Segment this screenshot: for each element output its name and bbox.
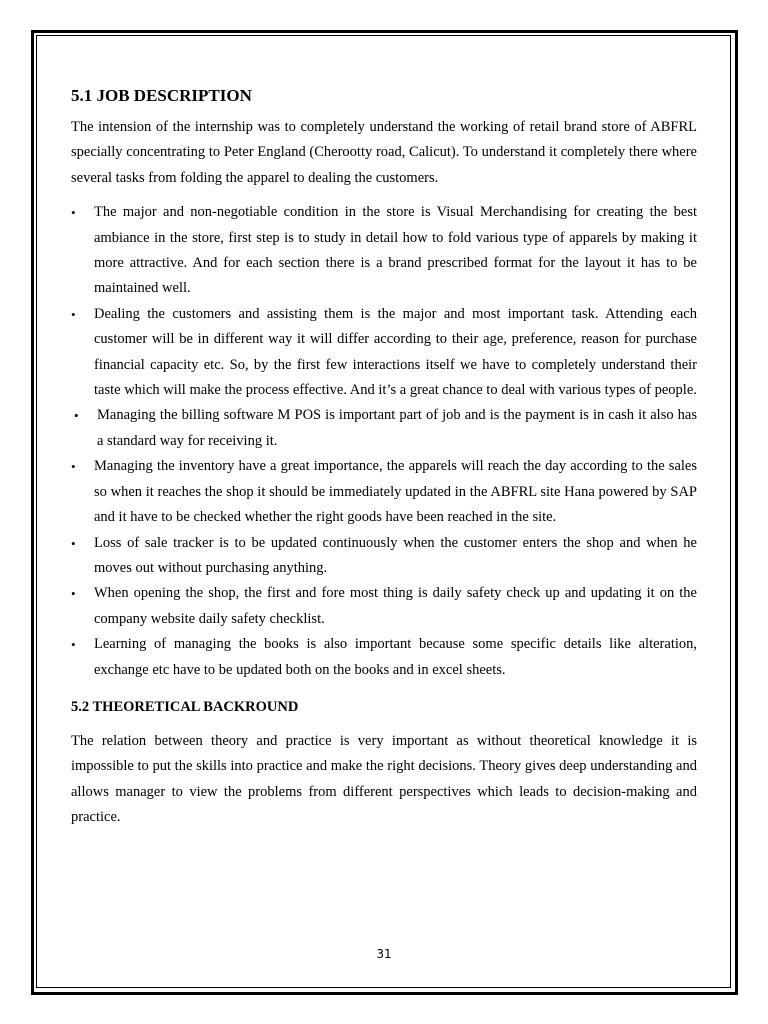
bullet-icon: •	[71, 586, 76, 602]
list-item-text: The major and non-negotiable condition in the store is Visual Merchandising for creating the best ambiance in the store, first step is to study in detail how to fold various type of apparels by making it more attractive. And for each section there is a brand prescribed format for the layout it has to be maintained well.	[94, 204, 697, 297]
bullet-icon: •	[71, 205, 76, 221]
intro-paragraph: The intension of the internship was to completely understand the working of retail brand store of ABFRL specially concentrating to Peter England (Cherootty road, Calicut). To understand it completely there where several tasks from folding the apparel to dealing the customers.	[71, 119, 697, 186]
list-item-text: When opening the shop, the first and fore most thing is daily safety check up and updating it on the company website daily safety checklist.	[94, 585, 697, 627]
bullet-icon: •	[71, 306, 76, 322]
task-list	[71, 200, 697, 683]
bullet-icon: •	[71, 535, 76, 551]
list-item	[71, 200, 697, 302]
list-item	[71, 403, 697, 454]
list-item-text: Learning of managing the books is also important because some specific details like alteration, exchange etc have to be updated both on the books and in excel sheets.	[94, 636, 697, 678]
bullet-icon: •	[71, 637, 76, 653]
list-item-text: Loss of sale tracker is to be updated continuously when the customer enters the shop and when he moves out without purchasing anything.	[94, 534, 697, 576]
page-number: 31	[376, 947, 392, 961]
bullet-icon: •	[71, 459, 76, 475]
list-item-text: Dealing the customers and assisting them is the major and most important task. Attending each customer will be in different way it will differ according to their age, preference, reason for purchase financial capacity etc. So, by the first few interactions itself we have to completely understand their taste which will make the process effective. And it’s a great chance to deal with various types of people.	[94, 305, 697, 399]
list-item	[71, 454, 697, 530]
section-heading-job-description: 5.1 JOB DESCRIPTION	[71, 86, 252, 105]
theory-paragraph: The relation between theory and practice is very important as without theoretical knowledge it is impossible to put the skills into practice and make the right decisions. Theory gives deep understanding and allows manager to view the problems from different perspectives which leads to decision-making and practice.	[71, 732, 697, 826]
page-content	[71, 84, 697, 831]
list-item	[71, 632, 697, 683]
bullet-icon: •	[74, 408, 79, 424]
list-item	[71, 581, 697, 632]
list-item-text: Managing the inventory have a great importance, the apparels will reach the day according to the sales so when it reaches the shop it should be immediately updated in the ABFRL site Hana powered by SAP and it have to be checked whether the right goods have been reached in the site.	[94, 458, 697, 526]
list-item	[71, 531, 697, 582]
list-item-text: Managing the billing software M POS is important part of job and is the payment is in cash it also has a standard way for receiving it.	[97, 407, 697, 449]
section-heading-theoretical-background: 5.2 THEORETICAL BACKROUND	[71, 698, 299, 715]
list-item	[71, 302, 697, 404]
